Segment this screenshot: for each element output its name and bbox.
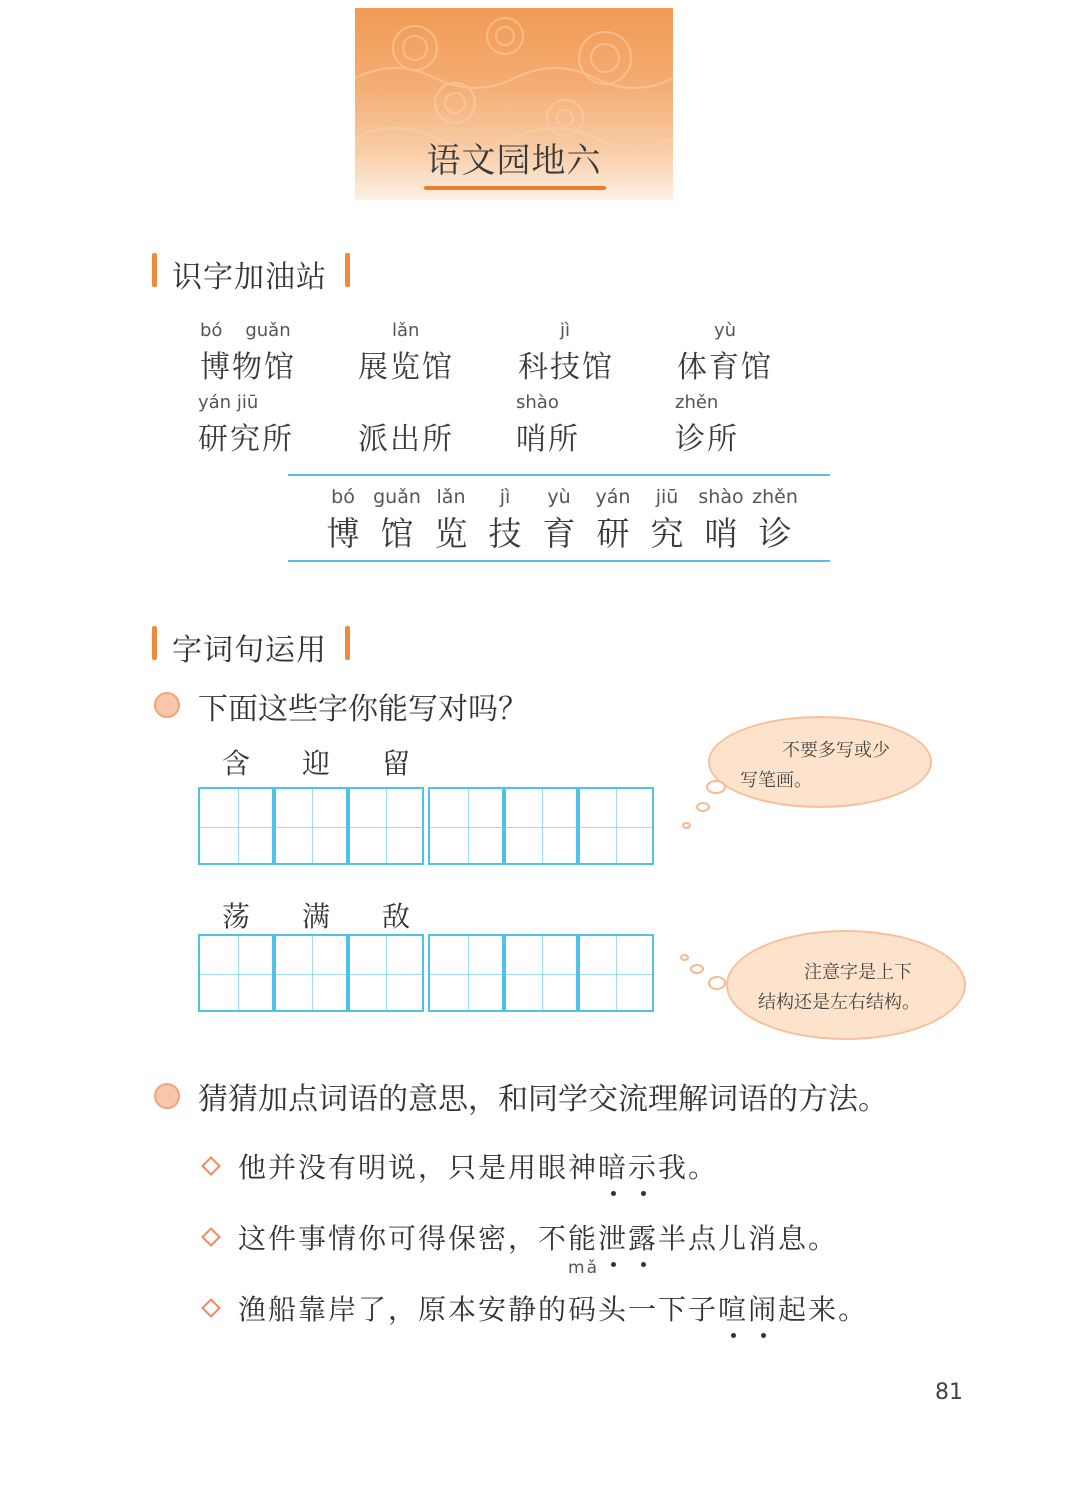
new-char-glyph: 研 <box>596 514 630 553</box>
writing-box[interactable] <box>198 787 276 865</box>
word-pinyin <box>358 392 454 414</box>
emphasized-char: 闹 <box>748 1288 778 1328</box>
new-char-glyph: 博 <box>326 514 360 553</box>
emphasized-char: 喧 <box>718 1288 748 1328</box>
new-char <box>370 486 424 555</box>
new-char-pinyin: guǎn <box>373 486 421 508</box>
example-sentence-1 <box>238 1146 718 1186</box>
practice-char: 荡 <box>222 900 251 933</box>
writing-box[interactable] <box>428 934 506 1012</box>
hint-bubble-1 <box>708 716 932 808</box>
emphasized-char: 泄 <box>598 1217 628 1257</box>
new-char-pinyin: yán <box>595 486 631 508</box>
new-char-pinyin: jiū <box>655 486 679 508</box>
word-text: 体育馆 <box>677 350 773 385</box>
word-text: 哨所 <box>516 422 580 457</box>
writing-box[interactable] <box>576 934 654 1012</box>
title-underline <box>424 186 606 190</box>
new-char <box>748 486 802 555</box>
word-item <box>516 392 580 458</box>
writing-grid-row-2 <box>198 934 654 1012</box>
emphasized-char: 露 <box>628 1217 658 1257</box>
diamond-bullet-icon <box>201 1298 221 1318</box>
new-char <box>586 486 640 555</box>
bubble-dot <box>690 964 704 974</box>
writing-box[interactable] <box>428 787 506 865</box>
sentence-text: 起来。 <box>778 1293 869 1326</box>
sentence-text: 半点儿消息。 <box>658 1222 839 1255</box>
ruby-pinyin: mǎ <box>568 1258 599 1278</box>
new-char <box>424 486 478 555</box>
practice-char: 含 <box>222 747 251 780</box>
new-char-pinyin: yù <box>547 486 571 508</box>
heading-bar-right <box>345 626 350 660</box>
word-pinyin: shào <box>516 392 559 413</box>
sentence-text: 渔船靠岸了，原本安静的 <box>238 1293 569 1326</box>
word-text: 派出所 <box>358 422 454 457</box>
word-text: 诊所 <box>675 422 739 457</box>
word-pinyin: bó guǎn <box>200 320 291 341</box>
strip-top-line <box>288 474 830 476</box>
heading-bar-left <box>152 253 157 287</box>
heading-bar-left <box>152 626 157 660</box>
practice-char: 满 <box>302 900 331 933</box>
ruby-base: 码 <box>568 1293 599 1326</box>
word-item <box>198 392 294 458</box>
writing-box[interactable] <box>502 934 580 1012</box>
strip-bottom-line <box>288 560 830 562</box>
new-char <box>532 486 586 555</box>
sentence-text: 这件事情你可得保密，不能 <box>238 1222 599 1255</box>
bubble-dot <box>708 976 726 990</box>
emphasized-char: 示 <box>628 1146 658 1186</box>
hint-line: 不要多写或少 <box>782 740 890 761</box>
example-sentence-3 <box>238 1258 869 1328</box>
section-heading-usage: 字词句运用 <box>172 633 327 668</box>
example-sentence-2 <box>238 1217 838 1257</box>
new-char-glyph: 哨 <box>704 514 738 553</box>
sentence-text: 头一下子 <box>598 1293 719 1326</box>
practice-char: 敌 <box>382 900 411 933</box>
sentence-text: 我。 <box>658 1151 719 1184</box>
bubble-dot <box>682 822 691 829</box>
new-char-pinyin: jì <box>499 486 511 508</box>
section-heading-literacy: 识字加油站 <box>172 260 327 295</box>
new-char-glyph: 览 <box>434 514 468 553</box>
word-item <box>518 320 614 386</box>
diamond-bullet-icon <box>201 1227 221 1247</box>
word-pinyin: lǎn <box>392 320 420 341</box>
ruby-char <box>568 1258 599 1328</box>
new-char-glyph: 馆 <box>380 514 414 553</box>
word-item <box>200 320 296 386</box>
hint-bubble-2 <box>726 930 966 1040</box>
new-char-glyph: 技 <box>488 514 522 553</box>
writing-box[interactable] <box>502 787 580 865</box>
word-pinyin: yán jiū <box>198 392 259 413</box>
new-char-pinyin: lǎn <box>436 486 466 508</box>
hint-line: 注意字是上下 <box>804 962 912 983</box>
page-number: 81 <box>935 1380 963 1405</box>
word-item <box>358 392 454 458</box>
new-char <box>316 486 370 555</box>
bubble-dot <box>706 780 726 794</box>
writing-box[interactable] <box>272 934 350 1012</box>
practice-char: 留 <box>382 747 411 780</box>
question-number-icon <box>154 692 180 718</box>
word-text: 科技馆 <box>518 350 614 385</box>
new-char-pinyin: bó <box>331 486 355 508</box>
new-char-glyph: 育 <box>542 514 576 553</box>
emphasized-char: 暗 <box>598 1146 628 1186</box>
heading-bar-right <box>345 253 350 287</box>
writing-box[interactable] <box>346 787 424 865</box>
new-char-glyph: 诊 <box>758 514 792 553</box>
word-pinyin: yù <box>714 320 737 341</box>
question-1-prompt: 下面这些字你能写对吗？ <box>198 692 528 727</box>
new-char-glyph: 究 <box>650 514 684 553</box>
hint-line: 写笔画。 <box>740 770 812 791</box>
word-pinyin: zhěn <box>675 392 719 413</box>
practice-char: 迎 <box>302 747 331 780</box>
page-title: 语文园地六 <box>426 141 602 181</box>
writing-box[interactable] <box>576 787 654 865</box>
new-char-pinyin: zhěn <box>752 486 798 508</box>
writing-box[interactable] <box>346 934 424 1012</box>
bubble-dot <box>696 802 710 812</box>
word-item <box>358 320 454 386</box>
word-item <box>677 320 773 386</box>
writing-box[interactable] <box>272 787 350 865</box>
new-char <box>478 486 532 555</box>
word-item <box>675 392 739 458</box>
word-text: 展览馆 <box>358 350 454 385</box>
hint-line: 结构还是左右结构。 <box>758 992 920 1013</box>
writing-grid-row-1 <box>198 787 654 865</box>
question-2-prompt: 猜猜加点词语的意思，和同学交流理解词语的方法。 <box>198 1082 888 1117</box>
word-pinyin: jì <box>560 320 571 341</box>
bubble-dot <box>680 954 689 961</box>
new-char-pinyin: shào <box>698 486 744 508</box>
word-text: 研究所 <box>198 422 294 457</box>
new-char <box>694 486 748 555</box>
word-text: 博物馆 <box>200 350 296 385</box>
question-number-icon <box>154 1083 180 1109</box>
new-char <box>640 486 694 555</box>
sentence-text: 他并没有明说，只是用眼神 <box>238 1151 599 1184</box>
diamond-bullet-icon <box>201 1156 221 1176</box>
writing-box[interactable] <box>198 934 276 1012</box>
